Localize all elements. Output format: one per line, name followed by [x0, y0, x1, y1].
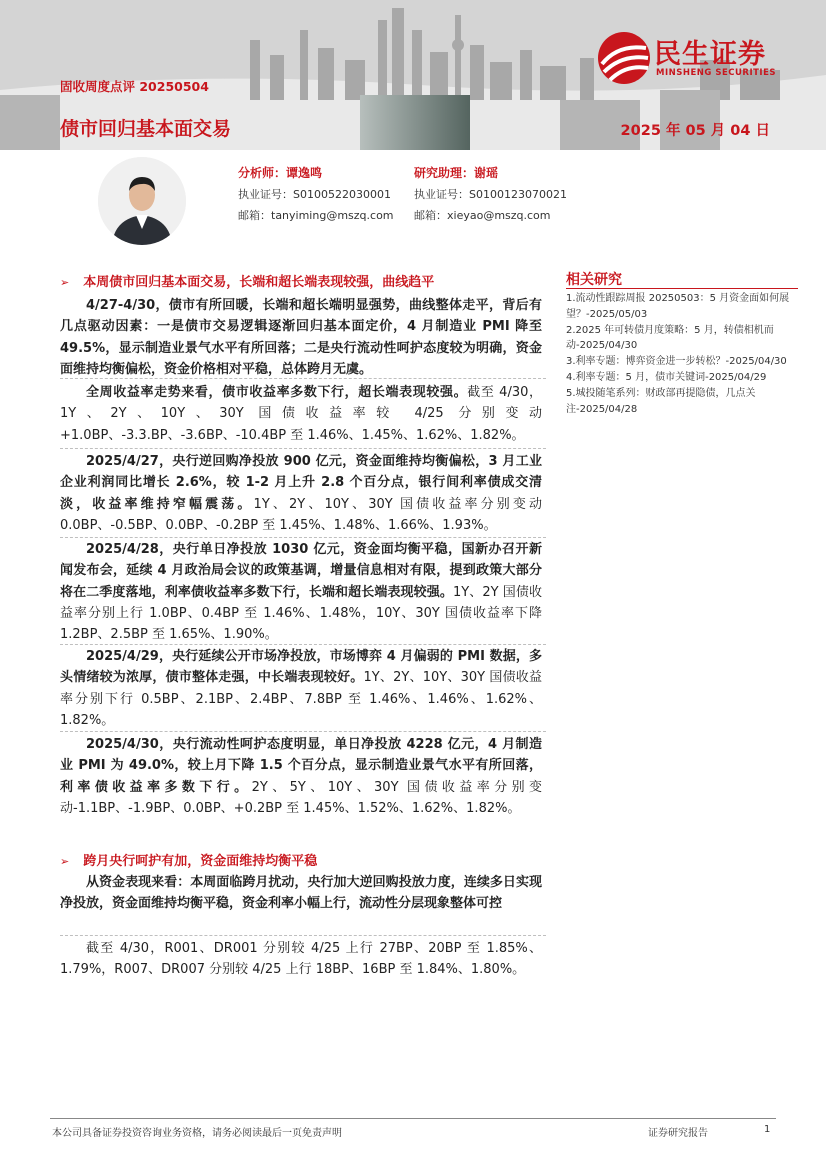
paragraph — [60, 872, 542, 915]
divider — [60, 378, 546, 379]
section-2-title — [60, 850, 317, 869]
paragraph — [60, 382, 542, 446]
paragraph — [60, 295, 542, 380]
divider — [60, 935, 546, 936]
paragraph-text: 截至 4/30，1Y、2Y、10Y、30Y 国债收益率较 4/25 分别变动+1.0BP、-3.3.BP、-3.6BP、-10.4BP 至 1.46%、1.45%、1.62%、1.82%。 — [60, 385, 542, 443]
paragraph-text: 1Y、2Y、10Y、30Y 国债收益率分别变动 0.0BP、-0.5BP、0.0BP、-0.2BP 至 1.45%、1.48%、1.66%、1.93%。 — [60, 496, 542, 533]
related-research-item[interactable]: 3.利率专题：博弈资金进一步转松？-2025/04/30 — [566, 356, 787, 368]
paragraph-bold: 从资金表现来看：本周面临跨月扰动，央行加大逆回购投放力度，连续多日实现净投放，资金面维持均衡平稳，资金利率小幅上行，流动性分层现象整体可控 — [60, 875, 542, 912]
footer-divider — [50, 1118, 776, 1119]
related-research-list — [566, 291, 800, 417]
logo-english-name: MINSHENG SECURITIES — [656, 68, 776, 78]
header-banner — [0, 0, 826, 150]
logo-chinese-name: 民生证券 — [654, 39, 766, 70]
paragraph — [60, 938, 542, 981]
paragraph-text: 2Y、5Y、10Y、30Y 国债收益率分别变动-1.1BP、-1.9BP、0.0BP、+0.2BP 至 1.45%、1.52%、1.62%、1.82%。 — [60, 779, 542, 816]
company-logo — [596, 30, 806, 86]
report-date: 2025 年 05 月 04 日 — [620, 123, 770, 139]
related-research-item[interactable]: 5.城投随笔系列：财政部再提隐债，几点关注-2025/04/28 — [566, 387, 756, 415]
logo-emblem-icon — [596, 30, 652, 86]
paragraph — [60, 539, 542, 645]
section-1-title — [60, 271, 434, 290]
analyst-email[interactable]: 邮箱：tanyiming@mszq.com — [238, 209, 394, 222]
chevron-right-icon: ➢ — [60, 855, 70, 868]
paragraph-bold: 2025/4/28，央行单日净投放 1030 亿元，资金面均衡平稳，国新办召开新闻发布会，延续 4 月政治局会议的政策基调，增量信息相对有限，提到政策大部分将在二季度落地，利率债收益率多数下行，长端和超长端表现较强。 — [60, 542, 542, 600]
paragraph-bold: 2025/4/30，央行流动性呵护态度明显，单日净投放 4228 亿元，4 月制造业 PMI 为 49.0%，较上月下降 1.5 个百分点，显示制造业景气水平有所回落，利率债收益率多数下行。 — [60, 737, 542, 795]
paragraph-text: 1Y、2Y、10Y、30Y 国债收益率分别下行 0.5BP、2.1BP、2.4BP、7.8BP 至 1.46%、1.46%、1.62%、1.82%。 — [60, 670, 542, 728]
analyst-cert: 执业证号：S0100522030001 — [238, 188, 391, 201]
footer-disclaimer: 本公司具备证券投资咨询业务资格，请务必阅读最后一页免责声明 — [52, 1128, 342, 1139]
chevron-right-icon: ➢ — [60, 276, 70, 289]
related-research-item[interactable]: 2.2025 年可转债月度策略：5 月，转债相机而动-2025/04/30 — [566, 324, 774, 352]
page-number: 1 — [764, 1124, 771, 1135]
paragraph-text: 1Y、2Y 国债收益率分别上行 1.0BP、0.4BP 至 1.46%、1.48%，10Y、30Y 国债收益率下降 1.2BP、2.5BP 至 1.65%、1.90%。 — [60, 584, 542, 643]
paragraph-bold: 2025/4/27，央行逆回购净投放 900 亿元，资金面维持均衡偏松，3 月工业企业利润同比增长 2.6%，较 1-2 月上升 2.8 个百分点，银行间利率债成交清淡，收益率维持窄幅震荡。 — [60, 454, 542, 512]
person-photo-icon — [98, 157, 186, 245]
divider — [60, 731, 546, 732]
divider — [60, 448, 546, 449]
report-title: 债市回归基本面交易 — [60, 118, 232, 140]
sidebar-divider — [566, 288, 798, 289]
paragraph-bold: 2025/4/29，央行延续公开市场净投放，市场博弈 4 月偏弱的 PMI 数据，多头情绪较为浓厚，债市整体走强，中长端表现较好。 — [60, 649, 542, 686]
paragraph — [60, 734, 542, 819]
divider — [60, 537, 546, 538]
report-category: 固收周度点评 20250504 — [60, 79, 209, 94]
analyst-avatar — [98, 157, 186, 245]
related-research-item[interactable]: 4.利率专题：5 月，债市关键词-2025/04/29 — [566, 371, 767, 383]
assistant-cert: 执业证号：S0100123070021 — [414, 188, 567, 201]
paragraph-bold: 4/27-4/30，债市有所回暖，长端和超长端明显强势，曲线整体走平，背后有几点驱动因素：一是债市交易逻辑逐渐回归基本面定价，4 月制造业 PMI 降至 49.5%，显示制造业景气水平有所回落；二是央行流动性呵护态度较为明确，资金面维持均衡偏松，资金价格相对平稳，总体跨月无虞。 — [60, 298, 542, 377]
divider — [60, 644, 546, 645]
paragraph-text: 截至 4/30，R001、DR001 分别较 4/25 上行 27BP、20BP 至 1.85%、1.79%，R007、DR007 分别较 4/25 上行 18BP、16BP 至 1.84%、1.80%。 — [60, 941, 542, 978]
paragraph — [60, 646, 542, 731]
related-research-item[interactable]: 1.流动性跟踪周报 20250503：5 月资金面如何展望？-2025/05/03 — [566, 293, 790, 320]
assistant-email[interactable]: 邮箱：xieyao@mszq.com — [414, 209, 551, 222]
analyst-name: 分析师：谭逸鸣 — [238, 166, 323, 180]
analyst-info — [238, 163, 394, 226]
assistant-info — [414, 163, 567, 226]
section-2-title-text: 跨月央行呵护有加，资金面维持均衡平稳 — [83, 854, 318, 869]
assistant-name: 研究助理：谢瑶 — [414, 166, 499, 180]
footer-report-type: 证券研究报告 — [648, 1128, 708, 1139]
related-research-title: 相关研究 — [566, 272, 622, 288]
paragraph — [60, 451, 542, 536]
section-1-title-text: 本周债市回归基本面交易，长端和超长端表现较强，曲线趋平 — [83, 275, 435, 290]
paragraph-bold: 全周收益率走势来看，债市收益率多数下行，超长端表现较强。 — [86, 385, 468, 400]
